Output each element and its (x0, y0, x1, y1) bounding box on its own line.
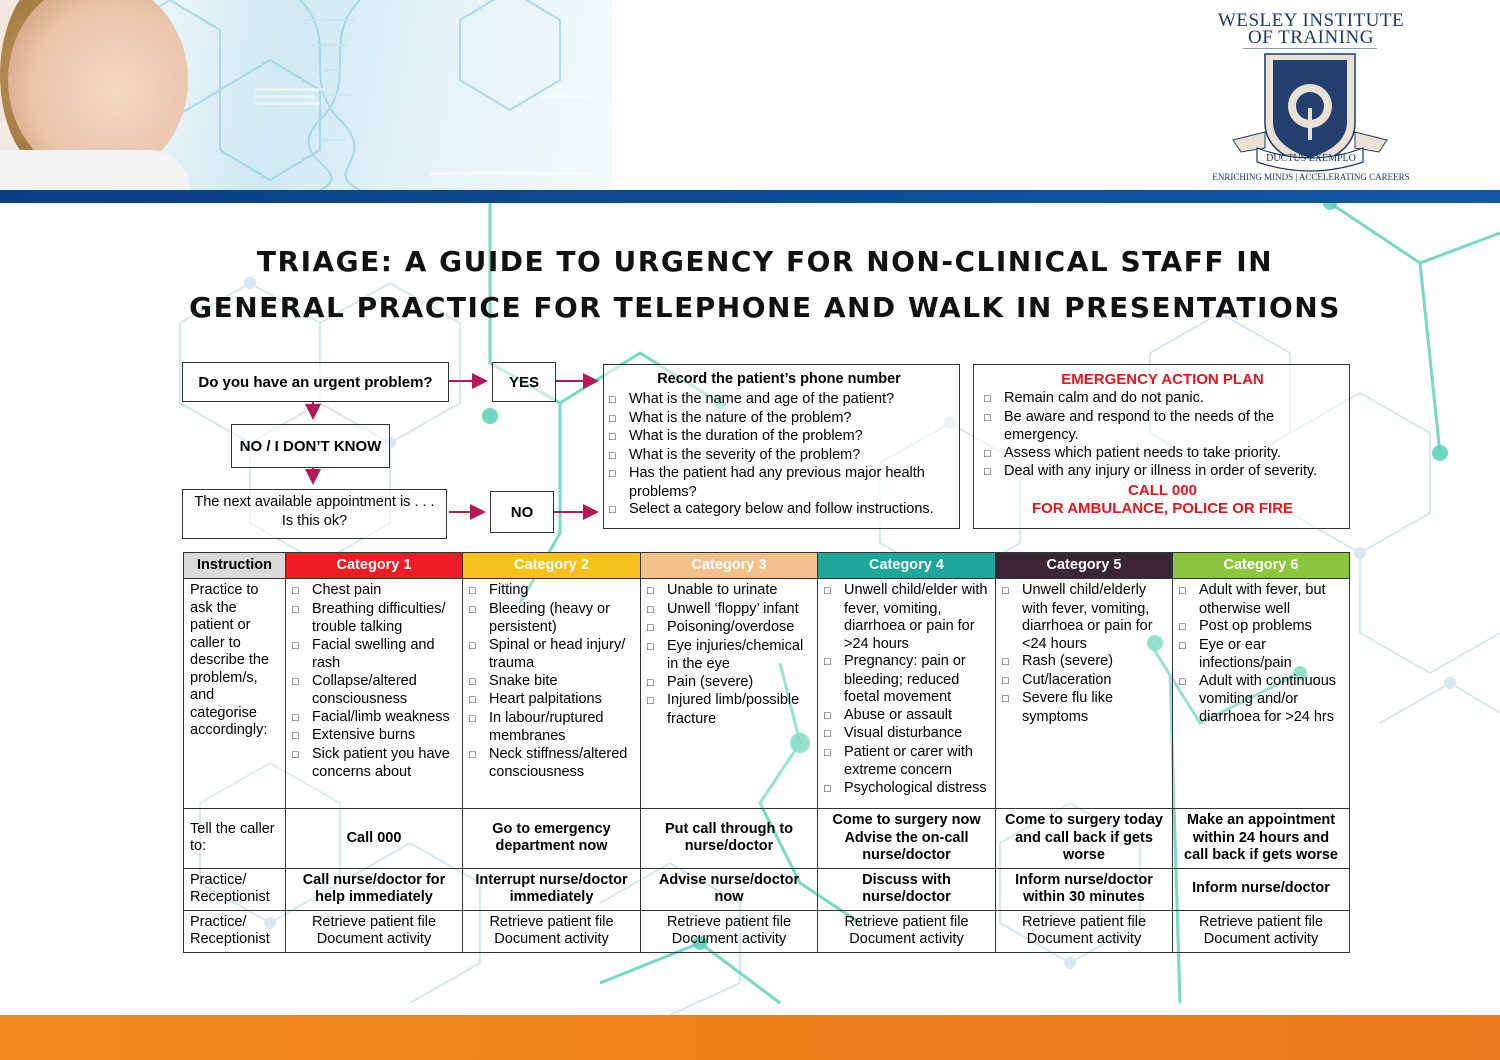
symptom-item: □ Pain (severe) (647, 674, 811, 693)
category-5-practice: Inform nurse/doctor within 30 minutes (996, 868, 1173, 910)
category-3-tell: Put call through to nurse/doctor (641, 809, 818, 869)
emergency-item: □ Be aware and respond to the needs of the emergency. (984, 409, 1341, 445)
symptom-item: □ Patient or carer with extreme concern (824, 744, 989, 780)
emergency-item: □ Deal with any injury or illness in order of severity. (984, 463, 1341, 482)
category-5-header: Category 5 (996, 553, 1173, 579)
category-2-header: Category 2 (463, 553, 641, 579)
category-1-header: Category 1 (286, 553, 463, 579)
triage-category-table (183, 552, 1350, 953)
record-item: □ Select a category below and follow instructions. (609, 501, 949, 520)
no-box: NO (490, 491, 554, 533)
category-6-tell: Make an appointment within 24 hours and call back if gets worse (1173, 809, 1350, 869)
category-1-practice: Call nurse/doctor for help immediately (286, 868, 463, 910)
category-1-symptoms (286, 579, 463, 809)
record-item: □ Has the patient had any previous major health problems? (609, 465, 949, 501)
symptom-item: □ Bleeding (heavy or persistent) (469, 601, 634, 637)
record-details-box (603, 364, 960, 529)
category-4-header: Category 4 (818, 553, 996, 579)
category-6-practice: Inform nurse/doctor (1173, 868, 1350, 910)
no-dont-know-box: NO / I DON’T KNOW (231, 424, 390, 468)
emergency-item: □ Remain calm and do not panic. (984, 390, 1341, 409)
symptom-item: □ Eye or ear infections/pain (1179, 637, 1343, 673)
instruction-label: Practice to ask the patient or caller to describe the problem/s, and categorise accordingly: (184, 579, 286, 809)
symptom-item: □ Sick patient you have concerns about (292, 746, 456, 782)
symptom-item: □ Facial swelling and rash (292, 637, 456, 673)
logo-name-line2: OF TRAINING (1247, 27, 1374, 48)
category-3-header: Category 3 (641, 553, 818, 579)
practice-action-row (184, 868, 1350, 910)
symptom-item: □ Eye injuries/chemical in the eye (647, 638, 811, 674)
symptom-item: □ Injured limb/possible fracture (647, 692, 811, 728)
emergency-heading: EMERGENCY ACTION PLAN (1061, 371, 1264, 388)
symptom-item: □ Unable to urinate (647, 582, 811, 601)
appointment-line2: Is this ok? (281, 513, 348, 529)
urgent-question-box: Do you have an urgent problem? (182, 362, 449, 402)
tell-caller-row (184, 809, 1350, 869)
footer-bar (0, 1015, 1500, 1060)
emergency-action-plan-box (973, 364, 1350, 529)
category-2-tell: Go to emergency department now (463, 809, 641, 869)
category-1-document: Retrieve patient file Document activity (286, 910, 463, 952)
symptom-item: □ Adult with fever, but otherwise well (1179, 582, 1343, 618)
symptom-item: □ Chest pain (292, 582, 456, 601)
record-item: □ What is the duration of the problem? (609, 428, 949, 447)
practice-label: Practice/ Receptionist (184, 868, 286, 910)
symptom-item: □ Spinal or head injury/ trauma (469, 637, 634, 673)
table-header-row (184, 553, 1350, 579)
record-heading: Record the patient’s phone number (657, 371, 901, 387)
category-5-tell: Come to surgery today and call back if gets worse (996, 809, 1173, 869)
symptom-item: □ Pregnancy: pain or bleeding; reduced foetal movement (824, 653, 989, 707)
logo-motto: DUCTUS EXEMPLO (1266, 153, 1356, 164)
category-4-practice: Discuss with nurse/doctor (818, 868, 996, 910)
symptom-item: □ Cut/laceration (1002, 672, 1166, 691)
emergency-call-line2: FOR AMBULANCE, POLICE OR FIRE (1031, 499, 1294, 517)
category-6-header: Category 6 (1173, 553, 1350, 579)
record-item: □ What is the nature of the problem? (609, 410, 949, 429)
practice2-label: Practice/ Receptionist (184, 910, 286, 952)
symptom-item: □ In labour/ruptured membranes (469, 710, 634, 746)
symptom-item: □ Adult with continuous vomiting and/or diarrhoea for >24 hrs (1179, 673, 1343, 727)
symptom-item: □ Fitting (469, 582, 634, 601)
category-1-tell: Call 000 (286, 809, 463, 869)
symptom-item: □ Unwell child/elder with fever, vomiting, diarrhoea or pain for >24 hours (824, 582, 989, 653)
logo-name-line1: WESLEY INSTITUTE (1217, 10, 1405, 31)
record-item: □ What is the name and age of the patient? (609, 391, 949, 410)
symptom-item: □ Heart palpitations (469, 691, 634, 710)
category-2-symptoms (463, 579, 641, 809)
symptoms-row (184, 579, 1350, 809)
emergency-call-line1: CALL 000 (1128, 481, 1197, 499)
page-title-line2: GENERAL PRACTICE FOR TELEPHONE AND WALK IN PRESENTATIONS (189, 291, 1341, 324)
category-5-document: Retrieve patient file Document activity (996, 910, 1173, 952)
flow-arrows (0, 0, 620, 560)
category-3-document: Retrieve patient file Document activity (641, 910, 818, 952)
symptom-item: □ Rash (severe) (1002, 653, 1166, 672)
category-4-symptoms (818, 579, 996, 809)
symptom-item: □ Poisoning/overdose (647, 619, 811, 638)
category-5-symptoms (996, 579, 1173, 809)
category-4-tell: Come to surgery now Advise the on-call nurse/doctor (818, 809, 996, 869)
category-6-document: Retrieve patient file Document activity (1173, 910, 1350, 952)
symptom-item: □ Post op problems (1179, 618, 1343, 637)
yes-box: YES (492, 362, 556, 402)
symptom-item: □ Collapse/altered consciousness (292, 673, 456, 709)
symptom-item: □ Psychological distress (824, 780, 989, 799)
instruction-header: Instruction (184, 553, 286, 579)
symptom-item: □ Snake bite (469, 673, 634, 692)
category-3-practice: Advise nurse/doctor now (641, 868, 818, 910)
tell-caller-label: Tell the caller to: (184, 809, 286, 869)
symptom-item: □ Abuse or assault (824, 707, 989, 726)
category-4-document: Retrieve patient file Document activity (818, 910, 996, 952)
symptom-item: □ Breathing difficulties/ trouble talking (292, 601, 456, 637)
page-title-line1: TRIAGE: A GUIDE TO URGENCY FOR NON-CLINICAL STAFF IN (256, 245, 1274, 278)
symptom-item: □ Unwell child/elderly with fever, vomiting, diarrhoea or pain for <24 hours (1002, 582, 1166, 653)
symptom-item: □ Severe flu like symptoms (1002, 690, 1166, 726)
practice-document-row (184, 910, 1350, 952)
symptom-item: □ Unwell ‘floppy’ infant (647, 601, 811, 620)
symptom-item: □ Extensive burns (292, 727, 456, 746)
symptom-item: □ Neck stiffness/altered consciousness (469, 746, 634, 782)
symptom-item: □ Visual disturbance (824, 725, 989, 744)
appointment-line1: The next available appointment is . . . (194, 494, 435, 510)
category-3-symptoms (641, 579, 818, 809)
symptom-item: □ Facial/limb weakness (292, 709, 456, 728)
emergency-item: □ Assess which patient needs to take priority. (984, 445, 1341, 464)
record-item: □ What is the severity of the problem? (609, 447, 949, 466)
category-6-symptoms (1173, 579, 1350, 809)
category-2-practice: Interrupt nurse/doctor immediately (463, 868, 641, 910)
category-2-document: Retrieve patient file Document activity (463, 910, 641, 952)
logo-tagline: ENRICHING MINDS | ACCELERATING CAREERS (1212, 172, 1410, 182)
